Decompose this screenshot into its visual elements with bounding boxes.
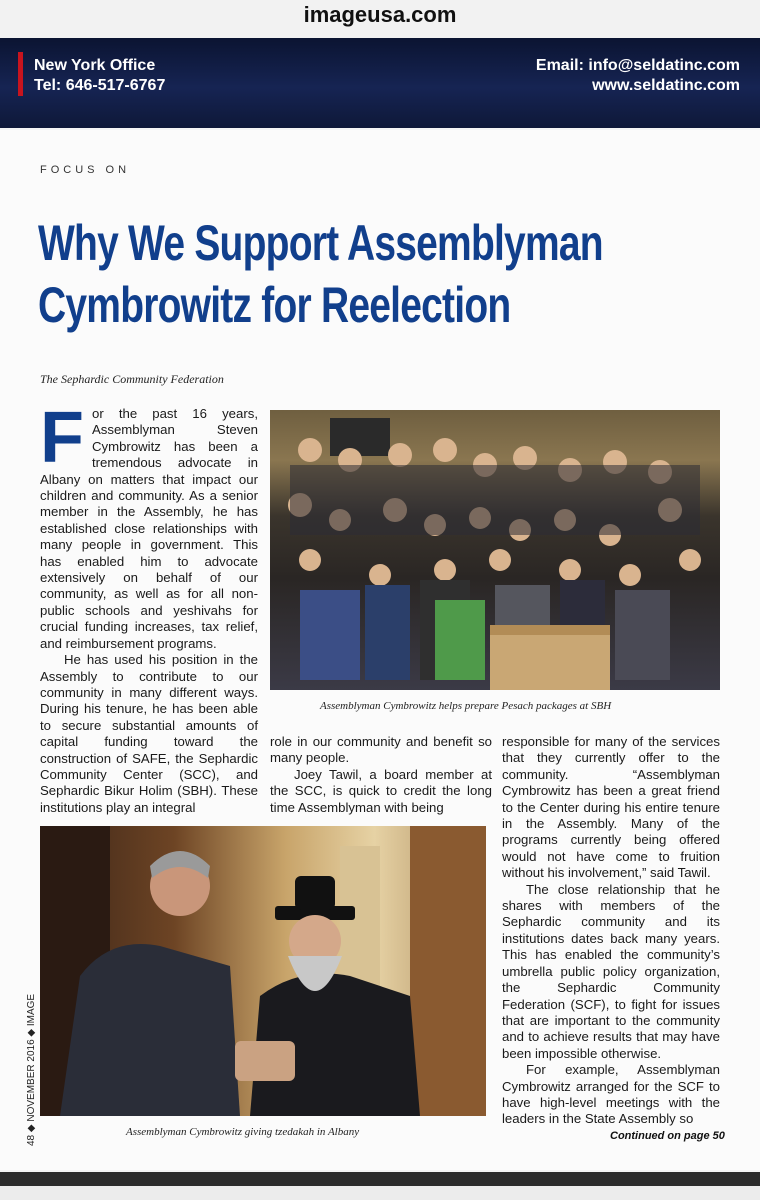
article-headline [38,212,603,336]
ad-contact-right [536,56,740,96]
paragraph-4: Joey Tawil, a board member at the SCC, is quick to credit the long time Assemblyman with being [270,766,492,815]
photo-tzedakah [40,826,486,1116]
photo-caption-2: Assemblyman Cymbrowitz giving tzedakah in Albany [126,1126,360,1138]
paragraph-1-text: or the past 16 years, Assemblyman Steven Cymbrowitz has been a tremendous advocate in Albany on matters that impact our children and community. As a senior member in the Assembly, he has established close relationships with many people in government. This has enabled him to advocate extensively on behalf of our community, as well as for all non-public schools and yeshivahs for crucial funding increases, tax relief, and reimbursement programs. [40,406,258,651]
article-column-3 [502,734,720,1128]
tzedakah-photo-illustration [40,826,486,1116]
paragraph-6: The close relationship that he shares with members of the Sephardic community and its institutions dates back many years. This has enabled the community’s umbrella public policy organization, the Sephardic Community Federation (SCF), to fight for issues that are important to the community and to achieve results that may have been impossible otherwise. [502,881,720,1061]
paragraph-2: He has used his position in the Assembly to contribute to our community in many different ways. During his tenure, he has been able to secure substantial amounts of capital funding toward the construction of SAFE, the Sephardic Community Center (SCC), and Sephardic Bikur Holim (SBH). These institutions play an integral [40,652,258,815]
paragraph-7: For example, Assemblyman Cymbrowitz arranged for the SCF to have high-level meetings with the leaders in the State Assembly so [502,1062,720,1127]
continued-note: Continued on page 50 [610,1130,725,1142]
headline-line-1: Why We Support Assemblyman [38,215,603,271]
article-column-1 [40,398,258,816]
page-folio: 48 ◆ NOVEMBER 2016 ◆ IMAGE [26,993,37,1146]
drop-cap: F [40,398,84,478]
ad-phone: Tel: 646-517-6767 [34,77,166,94]
section-kicker: FOCUS ON [40,164,131,176]
magazine-page [0,130,760,1170]
group-photo-illustration [270,410,720,690]
byline: The Sephardic Community Federation [40,372,224,386]
paragraph-5: responsible for many of the services that they currently offer to the community. “Assemblyman Cymbrowitz has been a great friend to the Center during his entire tenure in the Assembly. Many of the programs currently being offered would not have come to fruition without his involvement,” said Tawil. [502,734,720,881]
ad-website[interactable]: www.seldatinc.com [592,77,740,94]
photo-caption-1: Assemblyman Cymbrowitz helps prepare Pesach packages at SBH [320,700,612,712]
bottom-strip [0,1186,760,1200]
ad-email[interactable]: Email: info@seldatinc.com [535,57,740,74]
headline-line-2: Cymbrowitz for Reelection [38,277,511,333]
bottom-bar [0,1172,760,1200]
ad-office: New York Office [34,57,156,74]
ad-contact-left [34,56,165,96]
photo-pesach-packages [270,410,720,690]
ad-accent-bar [18,52,23,96]
paragraph-3: role in our community and benefit so many people. [270,734,492,766]
paragraph-1 [40,398,258,652]
site-name[interactable]: imageusa.com [303,2,457,27]
site-header [0,0,760,38]
article-column-2 [270,734,492,816]
ad-banner[interactable] [0,38,760,128]
